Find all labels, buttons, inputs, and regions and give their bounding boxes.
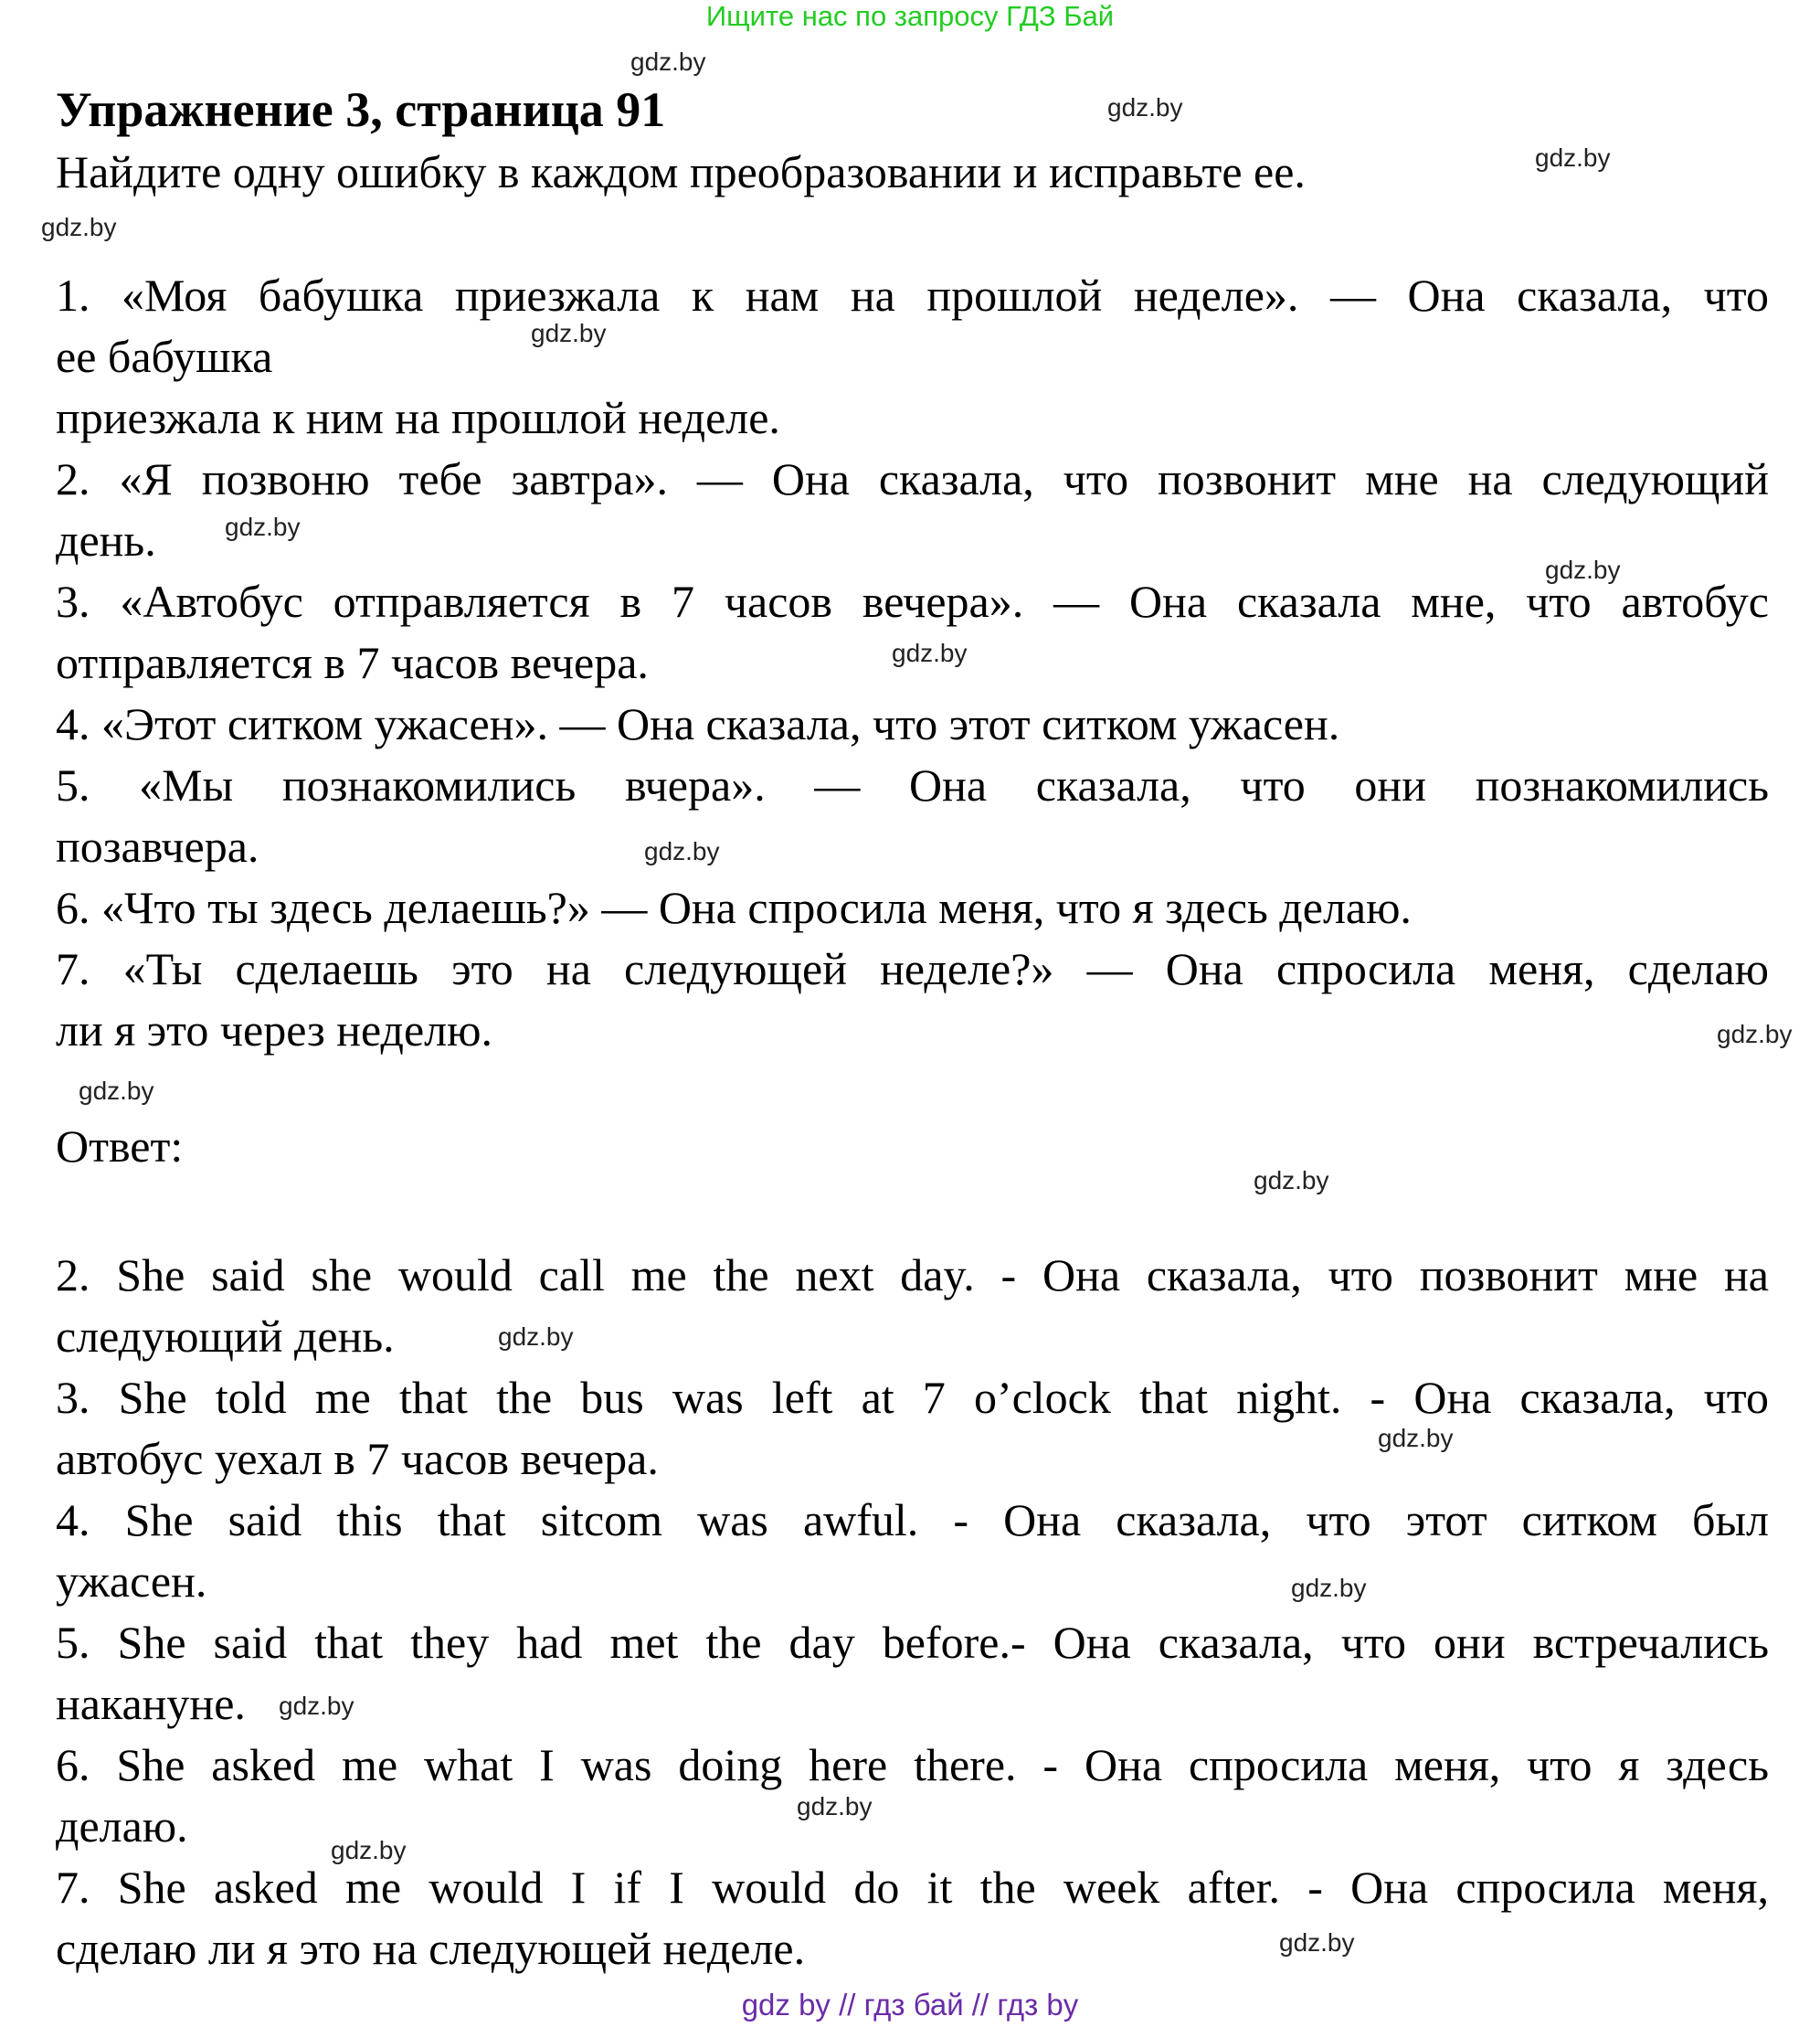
answer-line: 2. She said she would call me the next day. - Она сказала, что позвонит мне на	[56, 1249, 1769, 1300]
answer-line: 5. She said that they had met the day before.- Она сказала, что они встречались	[56, 1617, 1769, 1668]
answer-line: 4. She said this that sitcom was awful. - Она сказала, что этот ситком был	[56, 1494, 1769, 1545]
question-line: ее бабушка	[56, 331, 273, 382]
answer-line: следующий день.	[56, 1311, 395, 1362]
question-line: 4. «Этот ситком ужасен». — Она сказала, что этот ситком ужасен.	[56, 698, 1340, 749]
watermark: gdz.by	[331, 1836, 407, 1864]
watermark: gdz.by	[1107, 93, 1183, 122]
watermark: gdz.by	[225, 513, 301, 541]
question-line: позавчера.	[56, 821, 259, 872]
instruction-text: Найдите одну ошибку в каждом преобразовании и исправьте ее.	[56, 146, 1306, 197]
watermark: gdz.by	[41, 213, 117, 241]
footer-links: gdz by // гдз бай // гдз by	[741, 1988, 1079, 2022]
watermark: gdz.by	[1291, 1574, 1367, 1602]
watermark: gdz.by	[630, 48, 706, 76]
watermark: gdz.by	[498, 1322, 574, 1351]
watermark: gdz.by	[1254, 1166, 1329, 1194]
watermark: gdz.by	[797, 1792, 873, 1820]
question-line: 3. «Автобус отправляется в 7 часов вечера». — Она сказала мне, что автобус	[56, 576, 1769, 627]
watermark: gdz.by	[892, 639, 968, 667]
answer-line: автобус уехал в 7 часов вечера.	[56, 1433, 659, 1484]
watermark: gdz.by	[531, 319, 607, 347]
answer-line: 6. She asked me what I was doing here there. - Она спросила меня, что я здесь	[56, 1739, 1769, 1790]
watermark: gdz.by	[279, 1692, 354, 1720]
question-line: 5. «Мы познакомились вчера». — Она сказала, что они познакомились	[56, 759, 1769, 811]
question-line: 7. «Ты сделаешь это на следующей неделе?» — Она спросила меня, сделаю	[56, 943, 1769, 994]
answer-line: 3. She told me that the bus was left at 7 o’clock that night. - Она сказала, что	[56, 1372, 1769, 1423]
answer-line: ужасен.	[56, 1555, 207, 1607]
answer-line: делаю.	[56, 1800, 188, 1852]
watermark: gdz.by	[644, 837, 720, 865]
watermark: gdz.by	[1545, 556, 1621, 584]
watermark: gdz.by	[1279, 1928, 1355, 1957]
question-line: приезжала к ним на прошлой неделе.	[56, 392, 780, 443]
watermark: gdz.by	[1378, 1424, 1454, 1452]
question-line: ли я это через неделю.	[56, 1004, 492, 1056]
answer-label: Ответ:	[56, 1120, 184, 1172]
question-line: 2. «Я позвоню тебе завтра». — Она сказала, что позвонит мне на следующий	[56, 453, 1769, 504]
answers-block	[56, 1245, 1769, 1979]
question-line: 6. «Что ты здесь делаешь?» — Она спросила меня, что я здесь делаю.	[56, 882, 1412, 933]
answer-line: 7. She asked me would I if I would do it the week after. - Она спросила меня,	[56, 1862, 1769, 1913]
watermark: gdz.by	[1535, 143, 1611, 172]
answer-line: сделаю ли я это на следующей неделе.	[56, 1923, 806, 1974]
question-line: день.	[56, 515, 156, 566]
question-line: 1. «Моя бабушка приезжала к нам на прошлой неделе». — Она сказала, что	[56, 270, 1769, 321]
question-line: отправляется в 7 часов вечера.	[56, 637, 649, 688]
answer-line: накануне.	[56, 1678, 246, 1729]
search-banner: Ищите нас по запросу ГДЗ Бай	[705, 0, 1115, 32]
watermark: gdz.by	[79, 1077, 154, 1105]
watermark: gdz.by	[1717, 1020, 1793, 1048]
page-title: Упражнение 3, страница 91	[56, 82, 666, 137]
